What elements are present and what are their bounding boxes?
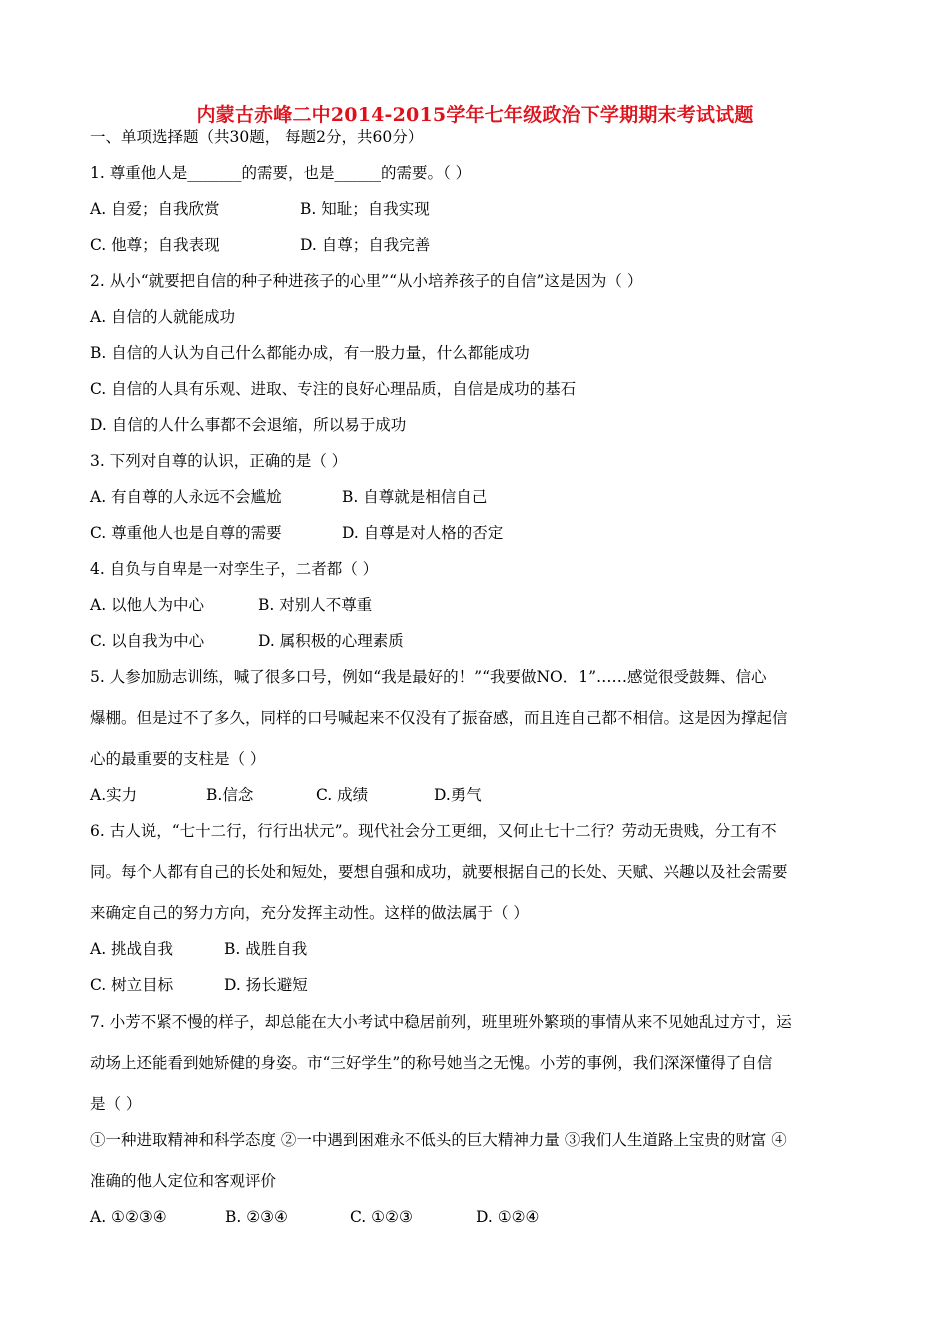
option-a: A. 以他人为中心 [90,596,205,614]
question-3-stem: 3. 下列对自尊的认识，正确的是（ ） [90,452,348,470]
option-d: D. 自尊；自我完善 [300,236,431,254]
question-5-options [90,785,482,805]
question-6-options-row-2 [90,975,308,995]
question-2-option-b: B. 自信的人认为自己什么都能办成，有一股力量，什么都能成功 [90,344,530,362]
question-5-stem-line-2: 爆棚。但是过不了多久，同样的口号喊起来不仅没有了振奋感，而且连自己都不相信。这是因为撑起信 [90,709,788,727]
section-heading: 一、单项选择题（共30题， 每题2分，共60分） [90,128,424,146]
question-5-stem-line-3: 心的最重要的支柱是（ ） [90,750,266,768]
option-b: B. 战胜自我 [224,940,308,958]
question-7-stem-line-1: 7. 小芳不紧不慢的样子，却总能在大小考试中稳居前列，班里班外繁琐的事情从来不见她乱过方寸，运 [90,1013,792,1031]
question-7-stem-line-2: 动场上还能看到她矫健的身姿。市“三好学生”的称号她当之无愧。小芳的事例，我们深深懂得了自信 [90,1054,773,1072]
option-a: A. 挑战自我 [90,940,174,958]
option-b: B. 自尊就是相信自己 [342,488,488,506]
option-c: C. ①②③ [350,1208,413,1226]
question-1-options-row-2 [90,235,430,255]
question-2-option-c: C. 自信的人具有乐观、进取、专注的良好心理品质，自信是成功的基石 [90,380,577,398]
question-4-options-row-1 [90,595,372,615]
question-4-stem: 4. 自负与自卑是一对孪生子，二者都（ ） [90,560,379,578]
question-6-stem-line-3: 来确定自己的努力方向，充分发挥主动性。这样的做法属于（ ） [90,904,529,922]
question-2-option-a: A. 自信的人就能成功 [90,308,236,326]
option-a: A. ①②③④ [90,1208,167,1226]
option-d: D. ①②④ [476,1208,540,1226]
question-7-options [90,1207,539,1227]
question-6-stem-line-2: 同。每个人都有自己的长处和短处，要想自强和成功，就要根据自己的长处、天赋、兴趣以及社会需要 [90,863,788,881]
question-7-statements-line-2: 准确的他人定位和客观评价 [90,1172,277,1190]
question-6-stem-line-1: 6. 古人说，“七十二行，行行出状元”。现代社会分工更细，又何止七十二行？劳动无贵贱，分工有不 [90,822,777,840]
question-1-options-row-1 [90,199,430,219]
option-b: B. 对别人不尊重 [258,596,373,614]
question-7-statements-line-1: ①一种进取精神和科学态度 ②一中遇到困难永不低头的巨大精神力量 ③我们人生道路上宝贵的财富 ④ [90,1131,787,1149]
option-c: C. 他尊；自我表现 [90,236,220,254]
question-4-options-row-2 [90,631,404,651]
question-7-stem-line-3: 是（ ） [90,1095,142,1113]
document-title: 内蒙古赤峰二中2014-2015学年七年级政治下学期期末考试试题 [196,104,754,126]
option-c: C. 尊重他人也是自尊的需要 [90,524,282,542]
option-d: D. 扬长避短 [224,976,308,994]
option-d: D.勇气 [434,786,482,804]
option-b: B. ②③④ [225,1208,288,1226]
option-b: B. 知耻；自我实现 [300,200,430,218]
option-d: D. 自尊是对人格的否定 [342,524,504,542]
option-a: A.实力 [90,786,138,804]
option-c: C. 树立目标 [90,976,174,994]
option-c: C. 以自我为中心 [90,632,205,650]
option-a: A. 自爱；自我欣赏 [90,200,220,218]
option-c: C. 成绩 [316,786,369,804]
option-d: D. 属积极的心理素质 [258,632,404,650]
question-1-stem: 1. 尊重他人是_______的需要，也是______的需要。（ ） [90,164,472,182]
option-a: A. 有自尊的人永远不会尴尬 [90,488,282,506]
option-b: B.信念 [206,786,254,804]
question-2-option-d: D. 自信的人什么事都不会退缩，所以易于成功 [90,416,407,434]
question-5-stem-line-1: 5. 人参加励志训练，喊了很多口号，例如“我是最好的！”“我要做NO．1”……感觉很受鼓舞、信心 [90,668,767,686]
question-6-options-row-1 [90,939,307,959]
question-3-options-row-2 [90,523,503,543]
question-3-options-row-1 [90,487,487,507]
question-2-stem: 2. 从小“就要把自信的种子种进孩子的心里”“从小培养孩子的自信”这是因为（ ） [90,272,643,290]
